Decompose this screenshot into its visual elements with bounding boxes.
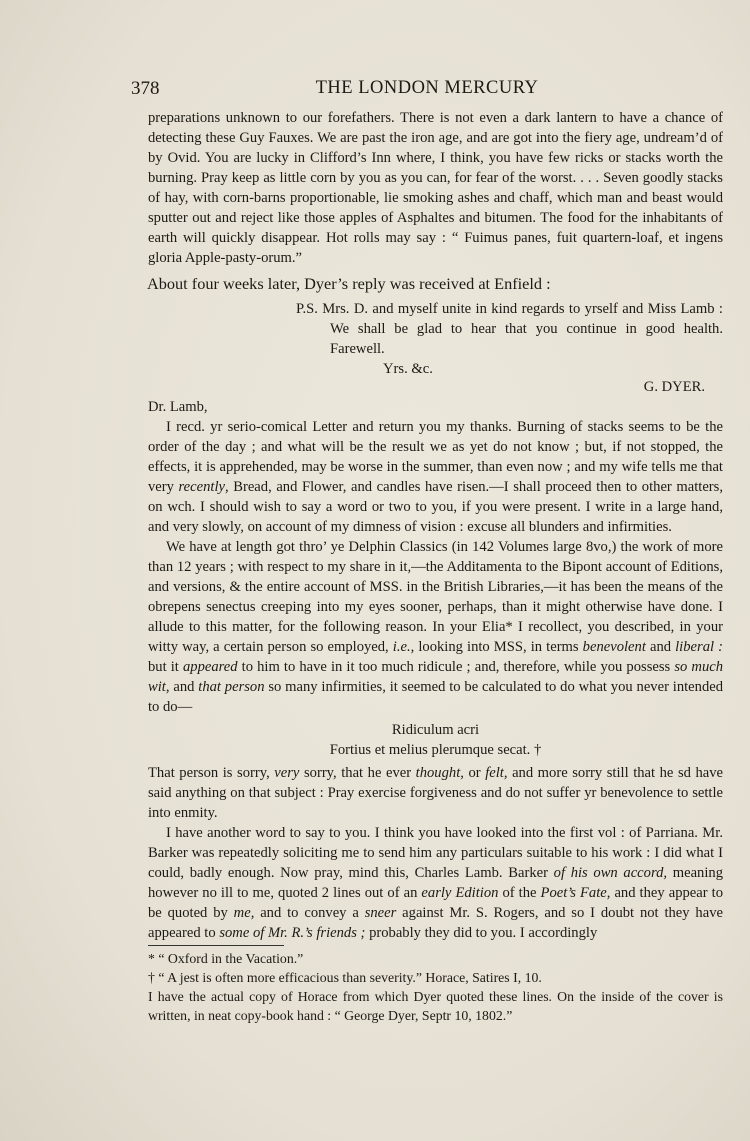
page-header (131, 78, 723, 104)
footnote-asterisk: * “ Oxford in the Vacation.” (148, 951, 304, 966)
signature: G. DYER. (643, 379, 705, 395)
latin-quote-line-2: Fortius et melius plerumque secat. † (329, 742, 542, 758)
footnote-divider (148, 945, 284, 946)
paragraph-reply-4: I have another word to say to you. I think you have looked into the first vol : of Parriana. Mr. Barker was repeatedly soliciting me to send him any particulars suitable to his work : I did what I could, badly enough. Now pray, mind this, Charles Lamb. Barker of his own accord, meaning however no ill to me, quoted 2 lines out of an early Edition of the Poet’s Fate, and they appear to be quoted by me, and to convey a sneer against Mr. S. Rogers, and so I doubt not they have appeared to some of Mr. R.’s friends ; probably they did to you. I accordingly (148, 825, 723, 941)
salutation: Dr. Lamb, (148, 399, 208, 415)
postscript: P.S. Mrs. D. and myself unite in kind regards to yrself and Miss Lamb : We shall be glad to hear that you continue in good health. Farewell. (296, 301, 723, 357)
valediction: Yrs. &c. (383, 361, 433, 377)
paragraph-reply-1: I recd. yr serio-comical Letter and return you my thanks. Burning of stacks seems to be the order of the day ; and what will be the result we as yet do not know ; but, if not stopped, the effects, it is apprehended, may be worse in the summer, than even now ; and my wife tells me that very recently, Bread, and Flower, and candles have risen.—I shall proceed then to other matters, on wch. I should wish to say a word or two to you, if you were present. I write in a large hand, and very slowly, on account of my dimness of vision : excuse all blunders and infirmities. (148, 419, 723, 535)
latin-quote-line-1: Ridiculum acri (391, 722, 480, 738)
footnote-note: I have the actual copy of Horace from which Dyer quoted these lines. On the inside of the cover is written, in neat copy-book hand : “ George Dyer, Septr 10, 1802.” (148, 989, 723, 1023)
page-body (148, 108, 723, 1025)
running-title: THE LONDON MERCURY (315, 78, 539, 98)
paragraph-reply-3: That person is sorry, very sorry, that he ever thought, or felt, and more sorry still that he sd have said anything on that subject : Pray exercise forgiveness and do not suffer yr benevolence to settle into enmity. (148, 765, 724, 821)
footnote-dagger: † “ A jest is often more efficacious than severity.” Horace, Satires I, 10. (148, 970, 542, 985)
paragraph-letter-end: preparations unknown to our forefathers. There is not even a dark lantern to have a chance of detecting these Guy Fauxes. We are past the iron age, and are got into the fiery age, undream’d of by Ovid. You are lucky in Clifford’s Inn where, I think, you have few ricks or stacks worth the burning. Pray keep as little corn by you as you can, for fear of the worst. . . . Seven goodly stacks of hay, with corn-barns proportionable, lie smoking ashes and chaff, which man and beast would sputter out and reject like those apples of Asphaltes and bitumen. The food for the inhabitants of earth will quickly disappear. Hot rolls may say : “ Fuimus panes, fuit quartern-loaf, et ingens gloria Apple-pasty-orum.” (148, 110, 723, 266)
paragraph-reply-2: We have at length got thro’ ye Delphin Classics (in 142 Volumes large 8vo,) the work of more than 12 years ; with respect to my share in it,—the Additamenta to the Bipont account of Editions, and versions, & the entire account of MSS. in the British Libraries,—it has been the means of the obrepens senectus creeping into my eyes sooner, perhaps, than it might otherwise have done. I allude to this matter, for the following reason. In your Elia* I recollect, you described, in your witty way, a certain person so employed, i.e., looking into MSS, in terms benevolent and liberal : but it appeared to him to have in it too much ridicule ; and, therefore, while you possess so much wit, and that person so many infirmities, it seemed to be calculated to do what you never intended to do— (148, 539, 724, 715)
page-number: 378 (131, 78, 160, 99)
narrative-line: About four weeks later, Dyer’s reply was received at Enfield : (147, 274, 551, 293)
